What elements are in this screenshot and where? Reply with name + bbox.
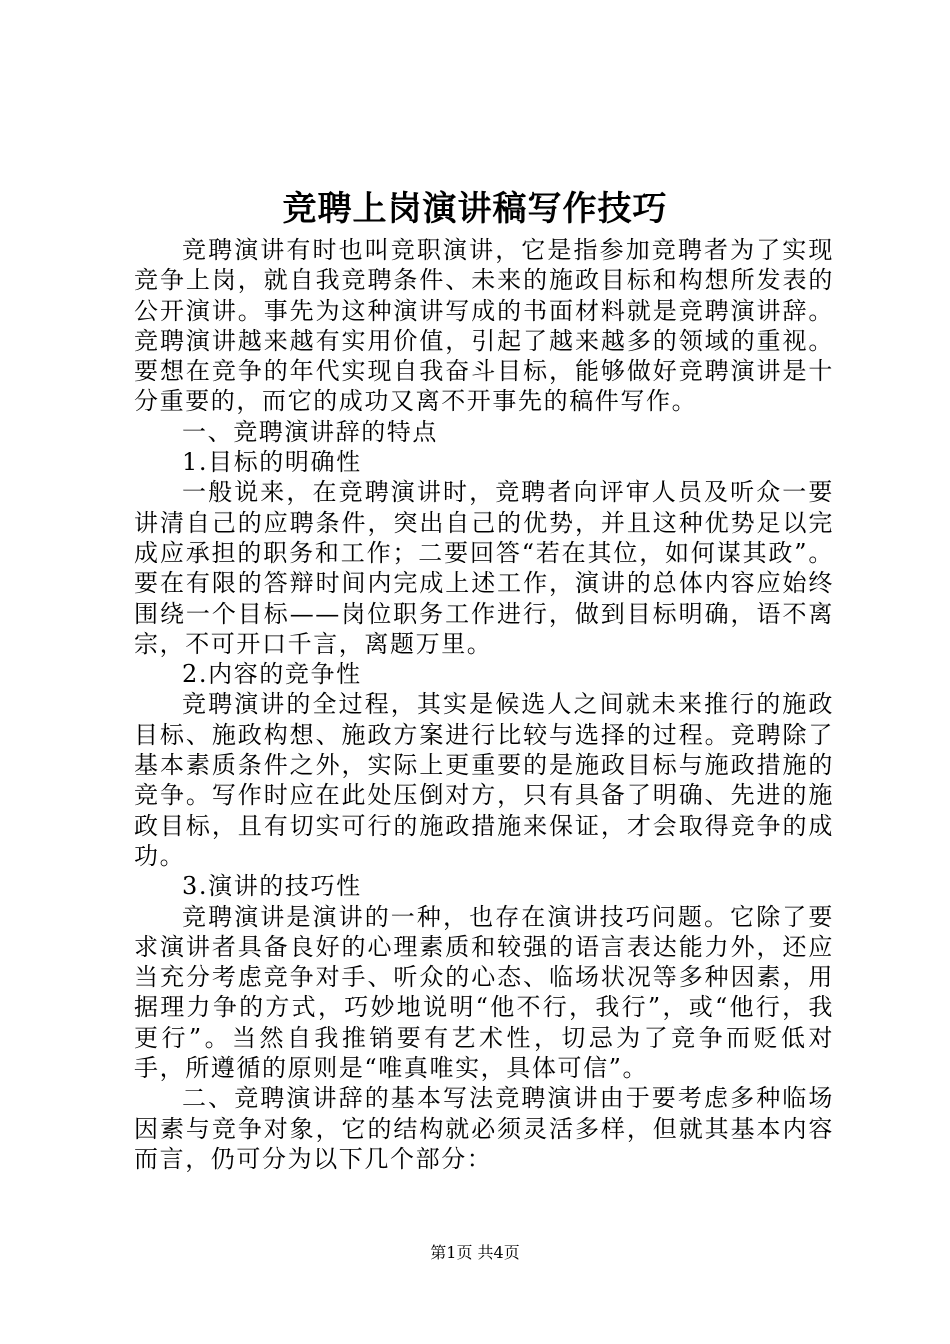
document-title: 竞聘上岗演讲稿写作技巧 <box>282 189 668 229</box>
document-body <box>134 235 834 1174</box>
paragraph-section-2: 二、竞聘演讲辞的基本写法竞聘演讲由于要考虑多种临场因素与竞争对象，它的结构就必须灵活多样，但就其基本内容而言，仍可分为以下几个部分： <box>134 1084 834 1173</box>
heading-subsection-2: 2.内容的竞争性 <box>182 660 362 689</box>
paragraph-intro: 竞聘演讲有时也叫竞职演讲，它是指参加竞聘者为了实现竞争上岗，就自我竞聘条件、未来的施政目标和构想所发表的公开演讲。事先为这种演讲写成的书面材料就是竞聘演讲辞。竞聘演讲越来越有实用价值，引起了越来越多的领域的重视。要想在竞争的年代实现自我奋斗目标，能够做好竞聘演讲是十分重要的，而它的成功又离不开事先的稿件写作。 <box>134 236 834 416</box>
paragraph-subsection-2: 竞聘演讲的全过程，其实是候选人之间就未来推行的施政目标、施政构想、施政方案进行比较与选择的过程。竞聘除了基本素质条件之外，实际上更重要的是施政目标与施政措施的竞争。写作时应在此处压倒对方，只有具备了明确、先进的施政目标，且有切实可行的施政措施来保证，才会取得竞争的成功。 <box>134 690 834 870</box>
paragraph-subsection-1: 一般说来，在竞聘演讲时，竞聘者向评审人员及听众一要讲清自己的应聘条件，突出自己的优势，并且这种优势足以完成应承担的职务和工作；二要回答“若在其位，如何谋其政”。要在有限的答辩时间内完成上述工作，演讲的总体内容应始终围绕一个目标——岗位职务工作进行，做到目标明确，语不离宗，不可开口千言，离题万里。 <box>134 478 834 658</box>
paragraph-subsection-3: 竞聘演讲是演讲的一种，也存在演讲技巧问题。它除了要求演讲者具备良好的心理素质和较强的语言表达能力外，还应当充分考虑竞争对手、听众的心态、临场状况等多种因素，用据理力争的方式，巧妙地说明“他不行，我行”，或“他行，我更行”。当然自我推销要有艺术性，切忌为了竞争而贬低对手，所遵循的原则是“唯真唯实，具体可信”。 <box>134 902 834 1083</box>
heading-subsection-3: 3.演讲的技巧性 <box>182 872 362 901</box>
heading-subsection-1: 1.目标的明确性 <box>182 448 362 477</box>
page-footer: 第1页 共4页 <box>430 1243 520 1262</box>
heading-section-1: 一、竞聘演讲辞的特点 <box>182 417 438 446</box>
